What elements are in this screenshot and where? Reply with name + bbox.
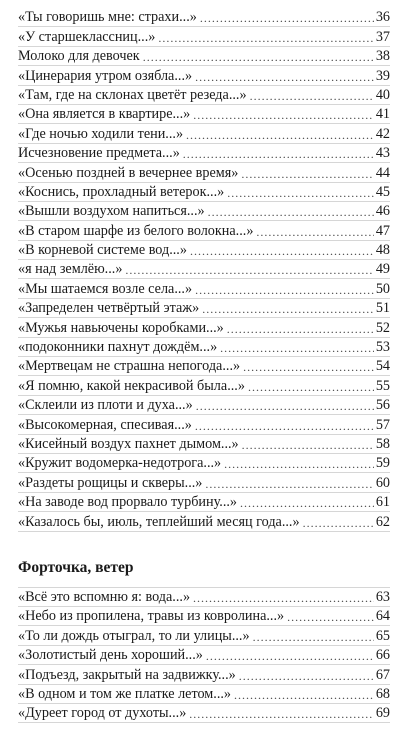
toc-leader-dots bbox=[240, 495, 374, 511]
toc-entry-page-number: 51 bbox=[375, 300, 390, 317]
toc-entry-page-number: 53 bbox=[375, 339, 390, 356]
toc-leader-dots bbox=[250, 88, 374, 104]
toc-entry-page-number: 61 bbox=[375, 494, 390, 511]
toc-leader-dots bbox=[143, 49, 374, 65]
toc-entry-page-number: 59 bbox=[375, 455, 390, 472]
toc-entry-page-number: 49 bbox=[375, 261, 390, 278]
toc-entry-title: «я над землёю...» bbox=[18, 261, 123, 278]
toc-leader-dots bbox=[206, 648, 374, 664]
toc-entry-title: «Дуреет город от духоты...» bbox=[18, 705, 187, 722]
toc-entry-page-number: 47 bbox=[375, 222, 390, 239]
toc-leader-dots bbox=[253, 629, 374, 645]
toc-leader-dots bbox=[200, 10, 374, 26]
toc-leader-dots bbox=[195, 282, 374, 298]
toc-entry-page-number: 52 bbox=[375, 319, 390, 336]
toc-entry bbox=[18, 86, 390, 105]
toc-entry bbox=[18, 493, 390, 512]
toc-entry bbox=[18, 338, 390, 357]
toc-entry-page-number: 43 bbox=[375, 145, 390, 162]
toc-entry-title: «Всё это вспомню я: вода...» bbox=[18, 588, 191, 605]
toc-entry bbox=[18, 47, 390, 66]
toc-entry-page-number: 42 bbox=[375, 125, 390, 142]
toc-entry bbox=[18, 704, 390, 723]
toc-entry-title: «Подъезд, закрытый на задвижку...» bbox=[18, 666, 236, 683]
toc-entry bbox=[18, 454, 390, 473]
toc-entry-page-number: 64 bbox=[375, 608, 390, 625]
toc-entry bbox=[18, 685, 390, 704]
toc-entry bbox=[18, 357, 390, 376]
toc-entry bbox=[18, 105, 390, 124]
toc-leader-dots bbox=[189, 706, 374, 722]
toc-entry bbox=[18, 183, 390, 202]
toc-leader-dots bbox=[158, 30, 373, 46]
toc-list-part-2 bbox=[18, 588, 390, 724]
toc-leader-dots bbox=[242, 437, 374, 453]
toc-entry-page-number: 46 bbox=[375, 203, 390, 220]
toc-entry-title: «Кисейный воздух пахнет дымом...» bbox=[18, 435, 239, 452]
toc-entry bbox=[18, 626, 390, 645]
toc-entry-page-number: 56 bbox=[375, 397, 390, 414]
toc-entry-title: «Она является в квартире...» bbox=[18, 106, 191, 123]
toc-entry bbox=[18, 124, 390, 143]
toc-entry-title: «Цинерария утром озябла...» bbox=[18, 67, 193, 84]
toc-entry-title: «Раздеты рощицы и скверы...» bbox=[18, 474, 203, 491]
toc-entry-title: «Там, где на склонах цветёт резеда...» bbox=[18, 86, 247, 103]
toc-entry-title: «Казалось бы, июль, теплейший месяц года...» bbox=[18, 513, 300, 530]
toc-entry bbox=[18, 299, 390, 318]
toc-entry-page-number: 68 bbox=[375, 685, 390, 702]
toc-entry bbox=[18, 260, 390, 279]
toc-entry-page-number: 58 bbox=[375, 435, 390, 452]
toc-entry-page-number: 37 bbox=[375, 28, 390, 45]
toc-entry bbox=[18, 8, 390, 27]
toc-leader-dots bbox=[303, 515, 374, 531]
toc-entry bbox=[18, 607, 390, 626]
toc-entry-page-number: 50 bbox=[375, 280, 390, 297]
toc-entry-page-number: 55 bbox=[375, 377, 390, 394]
toc-entry-title: Молоко для девочек bbox=[18, 48, 140, 65]
toc-entry bbox=[18, 435, 390, 454]
toc-entry-title: «В одном и том же платке летом...» bbox=[18, 685, 232, 702]
toc-entry-page-number: 38 bbox=[375, 48, 390, 65]
section-heading: Форточка, ветер bbox=[18, 532, 390, 588]
toc-entry-title: «Осенью поздней в вечернее время» bbox=[18, 164, 239, 181]
toc-entry-title: «У старшеклассниц...» bbox=[18, 28, 156, 45]
toc-leader-dots bbox=[183, 146, 374, 162]
toc-entry-title: «Мужья навьючены коробками...» bbox=[18, 319, 224, 336]
toc-entry-title: «Небо из пропилена, травы из ковролина...» bbox=[18, 608, 285, 625]
toc-entry-page-number: 66 bbox=[375, 647, 390, 664]
toc-leader-dots bbox=[193, 107, 374, 123]
toc-entry-title: «Я помню, какой некрасивой была...» bbox=[18, 377, 245, 394]
toc-entry-title: «На заводе вод прорвало турбину...» bbox=[18, 494, 238, 511]
toc-entry-title: «Ты говоришь мне: страхи...» bbox=[18, 9, 197, 26]
toc-entry-title: «подоконники пахнут дождём...» bbox=[18, 339, 218, 356]
toc-entry bbox=[18, 318, 390, 337]
toc-entry-page-number: 39 bbox=[375, 67, 390, 84]
toc-entry-page-number: 41 bbox=[375, 106, 390, 123]
toc-entry bbox=[18, 221, 390, 240]
toc-entry-title: «Коснись, прохладный ветерок...» bbox=[18, 183, 225, 200]
toc-entry bbox=[18, 202, 390, 221]
toc-leader-dots bbox=[205, 476, 373, 492]
toc-entry bbox=[18, 163, 390, 182]
toc-leader-dots bbox=[190, 243, 374, 259]
toc-entry bbox=[18, 473, 390, 492]
toc-entry-title: «В старом шарфе из белого волокна...» bbox=[18, 222, 254, 239]
toc-leader-dots bbox=[256, 224, 373, 240]
toc-entry-page-number: 45 bbox=[375, 183, 390, 200]
toc-page bbox=[18, 8, 390, 723]
toc-leader-dots bbox=[193, 590, 374, 606]
toc-leader-dots bbox=[248, 379, 374, 395]
toc-entry-page-number: 65 bbox=[375, 627, 390, 644]
toc-entry-title: «Запределен четвёртый этаж» bbox=[18, 300, 200, 317]
toc-entry-page-number: 48 bbox=[375, 242, 390, 259]
toc-leader-dots bbox=[239, 668, 374, 684]
toc-entry-title: «Высокомерная, спесивая...» bbox=[18, 416, 192, 433]
toc-entry-page-number: 57 bbox=[375, 416, 390, 433]
toc-entry-page-number: 60 bbox=[375, 474, 390, 491]
toc-entry-page-number: 62 bbox=[375, 513, 390, 530]
toc-leader-dots bbox=[186, 127, 374, 143]
toc-entry-title: «В корневой системе вод...» bbox=[18, 242, 187, 259]
toc-entry-title: Исчезновение предмета...» bbox=[18, 145, 180, 162]
toc-entry-title: «Мы шатаемся возле села...» bbox=[18, 280, 193, 297]
toc-entry-page-number: 36 bbox=[375, 9, 390, 26]
toc-entry bbox=[18, 588, 390, 607]
toc-entry-page-number: 69 bbox=[375, 705, 390, 722]
toc-entry-title: «То ли дождь отыграл, то ли улицы...» bbox=[18, 627, 250, 644]
toc-entry bbox=[18, 512, 390, 531]
toc-leader-dots bbox=[220, 340, 374, 356]
toc-entry-title: «Мертвецам не страшна непогода...» bbox=[18, 358, 241, 375]
toc-entry-title: «Кружит водомерка-недотрога...» bbox=[18, 455, 222, 472]
toc-leader-dots bbox=[241, 166, 373, 182]
toc-leader-dots bbox=[125, 262, 373, 278]
toc-leader-dots bbox=[208, 204, 374, 220]
toc-leader-dots bbox=[195, 69, 374, 85]
toc-leader-dots bbox=[243, 359, 374, 375]
toc-leader-dots bbox=[202, 301, 374, 317]
toc-entry-page-number: 54 bbox=[375, 358, 390, 375]
toc-entry bbox=[18, 415, 390, 434]
toc-entry bbox=[18, 646, 390, 665]
toc-leader-dots bbox=[195, 418, 374, 434]
toc-entry bbox=[18, 279, 390, 298]
toc-leader-dots bbox=[234, 687, 374, 703]
toc-leader-dots bbox=[227, 321, 374, 337]
toc-entry bbox=[18, 665, 390, 684]
toc-entry bbox=[18, 396, 390, 415]
toc-entry bbox=[18, 241, 390, 260]
toc-leader-dots bbox=[227, 185, 374, 201]
toc-leader-dots bbox=[196, 398, 374, 414]
toc-entry bbox=[18, 66, 390, 85]
toc-entry bbox=[18, 376, 390, 395]
toc-entry-title: «Склеили из плоти и духа...» bbox=[18, 397, 193, 414]
toc-entry-title: «Вышли воздухом напиться...» bbox=[18, 203, 205, 220]
toc-entry bbox=[18, 27, 390, 46]
toc-entry-page-number: 63 bbox=[375, 588, 390, 605]
toc-list-part-1 bbox=[18, 8, 390, 532]
toc-entry bbox=[18, 144, 390, 163]
toc-leader-dots bbox=[287, 609, 374, 625]
toc-entry-title: «Золотистый день хороший...» bbox=[18, 647, 203, 664]
toc-entry-page-number: 67 bbox=[375, 666, 390, 683]
toc-entry-page-number: 40 bbox=[375, 86, 390, 103]
toc-entry-page-number: 44 bbox=[375, 164, 390, 181]
toc-leader-dots bbox=[224, 456, 374, 472]
toc-entry-title: «Где ночью ходили тени...» bbox=[18, 125, 184, 142]
